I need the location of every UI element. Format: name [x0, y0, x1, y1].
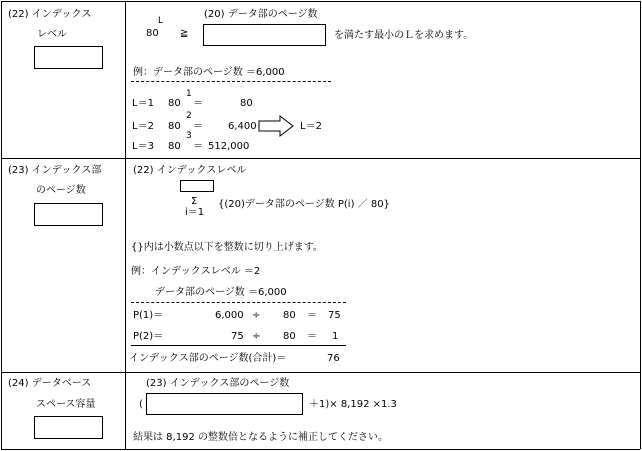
formula-ref: (20) データ部のページ数 — [204, 9, 318, 20]
example-title: 例：データ部のページ数 ＝6,000 — [133, 67, 285, 78]
calc-value: 1 — [332, 331, 339, 342]
calc-eq: ＝ — [193, 98, 203, 109]
calc-lhs: L＝2 — [132, 121, 154, 132]
sigma-symbol: Σ — [191, 196, 198, 207]
calc-exp: 3 — [186, 131, 192, 141]
dashed-divider — [131, 302, 346, 303]
example-line: データ部のページ数 ＝6,000 — [155, 287, 287, 298]
calc-eq: ＝ — [307, 310, 317, 321]
calc-a: 75 — [231, 331, 244, 342]
formula-rest: ＋1)× 8,192 ×1.3 — [309, 399, 397, 410]
sum-upper-box[interactable] — [180, 180, 214, 192]
rounding-note: {}内は小数点以下を整数に切り上げます。 — [131, 242, 323, 253]
db-space-input[interactable] — [34, 416, 103, 439]
index-pages-input[interactable] — [34, 203, 103, 226]
calc-value: 75 — [328, 310, 341, 321]
calc-base: 80 — [168, 121, 181, 132]
row-label: (22) インデックス — [8, 9, 92, 20]
example-title: 例：インデックスレベル ＝2 — [131, 266, 261, 277]
row-label-sub: レベル — [37, 29, 67, 40]
calc-op: ÷ — [252, 310, 261, 321]
calc-eq: ＝ — [193, 121, 203, 132]
formula-ref-box[interactable] — [146, 393, 303, 415]
calc-b: 80 — [283, 310, 296, 321]
sum-expression: {(20)データ部のページ数 P(i) ／ 80} — [218, 199, 390, 210]
calc-value: 6,400 — [228, 121, 257, 132]
index-level-input[interactable] — [34, 46, 103, 69]
calc-exp: 2 — [186, 111, 192, 121]
total-value: 76 — [327, 353, 340, 364]
calc-base: 80 — [168, 141, 181, 152]
right-arrow-icon — [258, 115, 294, 137]
formula-ref-box[interactable] — [203, 24, 326, 46]
formula-base: 80 — [146, 28, 159, 39]
formula-suffix: を満たす最小のＬを求めます。 — [334, 30, 474, 41]
sum-upper-ref: (22) インデックスレベル — [133, 165, 247, 176]
calc-lhs: P(1)＝ — [133, 310, 164, 321]
sigma-index: i＝1 — [185, 207, 205, 218]
calc-eq: ＝ — [193, 141, 203, 152]
row-label: (24) データベース — [8, 378, 92, 389]
sum-rule — [131, 345, 346, 346]
rounding-note: 結果は 8,192 の整数倍となるように補正してください。 — [133, 432, 388, 443]
calc-result: L＝2 — [300, 121, 322, 132]
open-paren: ( — [139, 399, 143, 410]
row-label: (23) インデックス部 — [8, 165, 102, 176]
dashed-divider — [131, 81, 331, 82]
calc-lhs: L＝3 — [132, 141, 154, 152]
calc-value: 80 — [240, 98, 253, 109]
formula-ge: ≧ — [180, 28, 189, 39]
calc-value: 512,000 — [208, 141, 250, 152]
calc-exp: 1 — [186, 89, 192, 99]
calc-a: 6,000 — [215, 310, 244, 321]
calc-op: ÷ — [252, 331, 261, 342]
formula-ref: (23) インデックス部のページ数 — [146, 378, 290, 389]
row-label-sub: スペース容量 — [36, 399, 96, 410]
calc-base: 80 — [168, 98, 181, 109]
formula-exponent: L — [158, 16, 164, 26]
calc-lhs: L＝1 — [132, 98, 154, 109]
calc-eq: ＝ — [307, 331, 317, 342]
row-label-sub: のページ数 — [36, 185, 86, 196]
total-label: インデックス部のページ数(合計)＝ — [129, 353, 287, 364]
calc-lhs: P(2)＝ — [133, 331, 164, 342]
calc-b: 80 — [283, 331, 296, 342]
